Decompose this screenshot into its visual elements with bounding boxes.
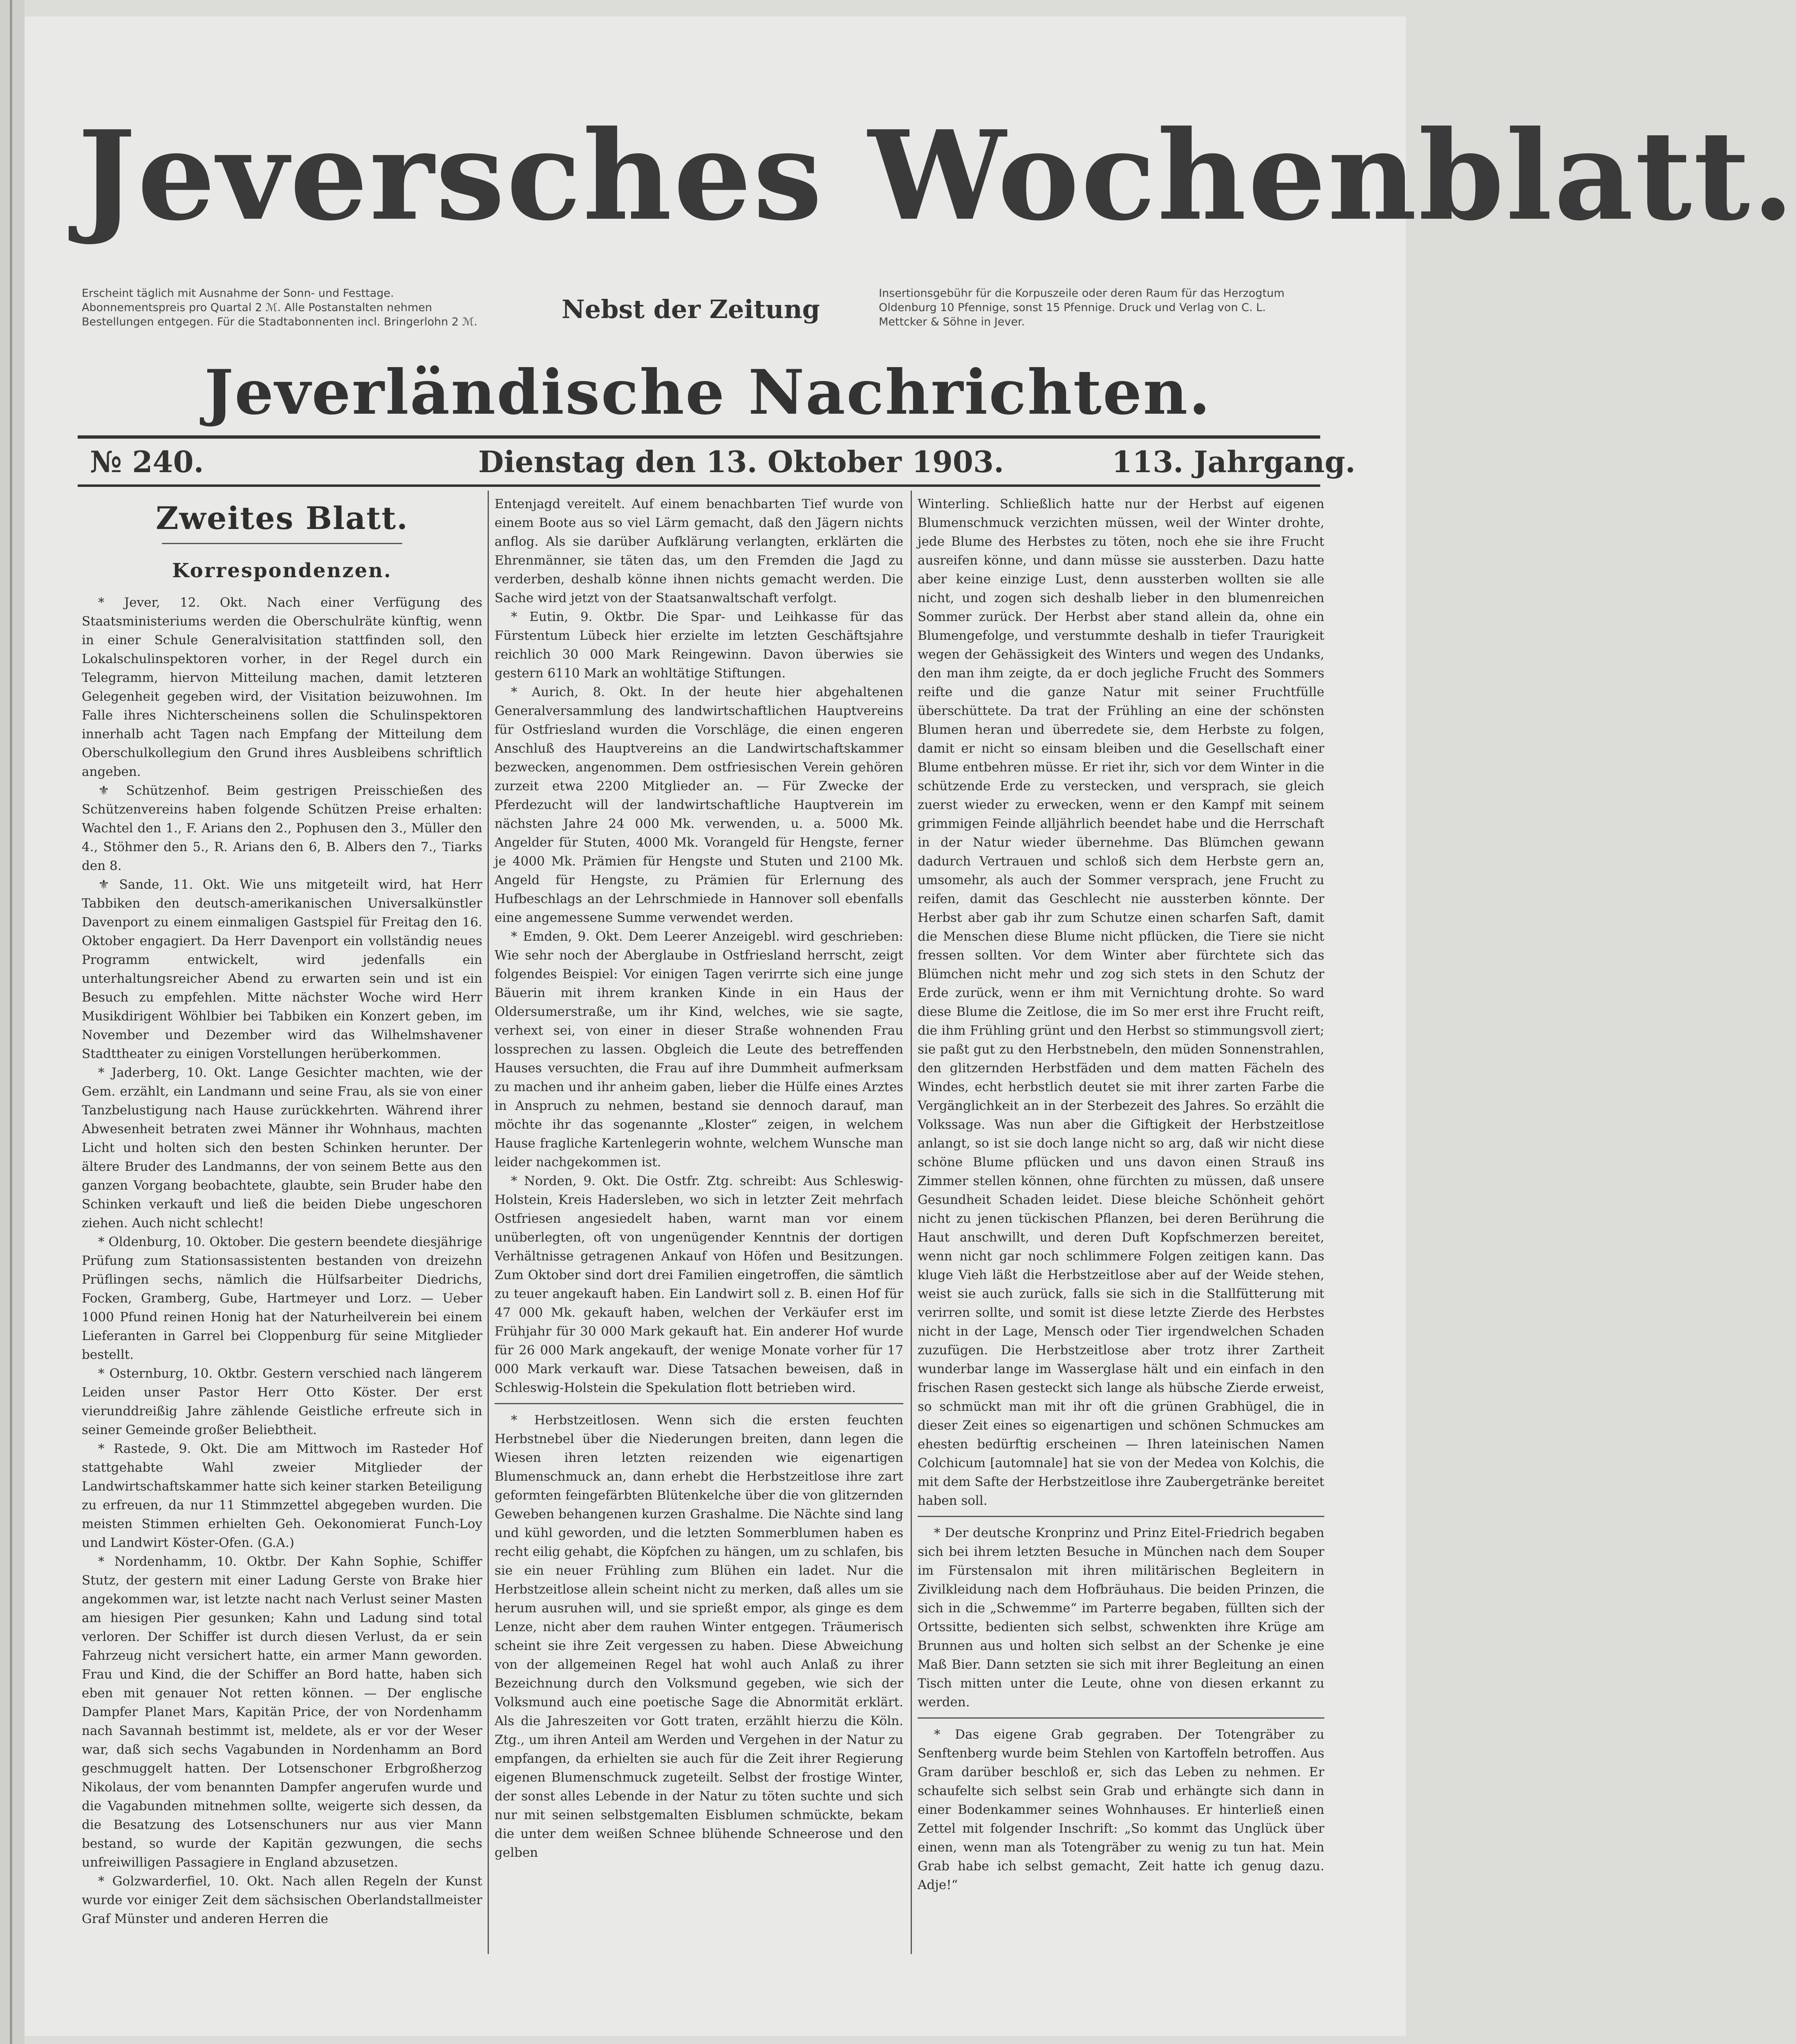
article-osternburg: * Osternburg, 10. Oktbr. Gestern verschied nach längerem Leiden unser Pastor Herr Otto Köster. Der erst vierunddreißig Jahre zählende Geistliche erfreute sich in seiner Gemeinde großer Beliebtheit. xyxy=(82,1366,482,1437)
zweites-blatt-heading: Zweites Blatt. xyxy=(156,500,408,536)
article-herbstzeitlosen-continued: Winterling. Schließlich hatte nur der Herbst auf eigenen Blumenschmuck verzichten müssen, weil der Winter drohte, jede Blume des Herbstes zu töten, noch ehe sie ihre Frucht ausreifen könne, und dann müsse sie aussterben. Dazu hatte aber keine einzige Lust, denn aussterben wollten sie alle nicht, und zogen sich deshalb lieber in den blumenreichen Sommer zurück. Der Herbst aber stand allein da, ohne ein Blumengefolge, und verstummte deshalb in tiefer Traurigkeit wegen der Gehässigkeit des Winters und wegen des Undanks, den man ihm zeigte, da er doch jegliche Frucht des Sommers reifte und die ganze Natur mit seiner Fruchtfülle überschüttete. Da trat der Frühling an eine der schönsten Blumen heran und überredete sie, dem Herbste zu folgen, damit er nicht so einsam bleiben und die Gesellschaft einer Blume entbehren müsse. Er riet ihr, sich vor dem Winter in die schützende Erde zu verstecken, und versprach, sie gleich zuerst wieder zu erwecken, wenn er den Kampf mit seinem grimmigen Feinde alljährlich beendet habe und die Herrschaft in der Natur wieder übernehme. Das Blümchen gewann dadurch Vertrauen und schloß sich dem Herbste gern an, umsomehr, als auch der Sommer versprach, jene Frucht zu reifen, damit das Geschlecht nie aussterben könnte. Der Herbst aber gab ihr zum Schutze einen scharfen Saft, damit die Menschen diese Blume nicht pflücken, die Tiere sie nicht fressen sollten. Vor dem Winter aber fürchtete sich das Blümchen nicht mehr und zog sich stets in den Schutz der Erde zurück, wenn er ihm mit Vernichtung drohte. So ward diese Blume die Zeitlose, die im So mer erst ihre Frucht reift, die ihm Frühling grünt und den Herbst so stimmungsvoll ziert; sie paßt gut zu den Herbstnebeln, den müden Sonnenstrahlen, den glitzernden Herbstfäden und dem matten Fächeln des Windes, echt herbstlich deutet sie mit ihrer zarten Farbe die Vergänglichkeit an in der Sterbezeit des Jahres. So erzählt die Volkssage. Was nun aber die Giftigkeit der Herbstzeitlose anlangt, so ist sie doch lange nicht so arg, daß wir nicht diese schöne Blume pflücken und uns davon einen Strauß ins Zimmer stellen können, ohne fürchten zu müssen, daß unsere Gesundheit Schaden leidet. Diese bleiche Schönheit gehört nicht zu jenen tückischen Pflanzen, bei deren Berührung die Haut anschwillt, und deren Duft Kopfschmerzen bereitet, wenn nicht gar noch schlimmere Folgen zeitigen kann. Das kluge Vieh läßt die Herbstzeitlose aber auf der Weide stehen, weist sie auch zurück, falls sie sich in die Stallfütterung mit verirren sollte, und somit ist diese letzte Zierde des Herbstes nicht in der Lage, Mensch oder Tier irgendwelchen Schaden zuzufügen. Die Herbstzeitlose aber trotz ihrer Zartheit wunderbar lange im Wasserglase hält und ein einfach in den frischen Rasen gesteckt sich lange als hübsche Zierde erweist, so schmückt man mit ihr oft die grünen Grabhügel, die in dieser Zeit eines so eigenartigen und schönen Schmuckes am ehesten bedürftig erscheinen — Ihren lateinischen Namen Colchicum [automnale] hat sie von der Medea von Kolchis, die mit dem Safte der Herbstzeitlose ihre Zaubergetränke bereitet haben soll. xyxy=(918,497,1324,1508)
section-divider xyxy=(918,1717,1324,1719)
issue-number: № 240. xyxy=(90,444,204,479)
subscription-info: Erscheint täglich mit Ausnahme der Sonn- und Festtage. Abonnementspreis pro Quartal 2 ℳ. Alle Postanstalten nehmen Bestellungen entgegen. Für die Stadtabonnenten incl. Bringerlohn 2 ℳ. xyxy=(82,287,478,328)
column-2 xyxy=(495,495,903,2019)
article-kronprinz: * Der deutsche Kronprinz und Prinz Eitel-Friedrich begaben sich bei ihrem letzten Besuche in München nach dem Souper im Fürstensalon mit ihren militärischen Begleitern in Zivilkleidung nach dem Hofbräuhaus. Die beiden Prinzen, die sich in die „Schwemme“ im Parterre begaben, füllten sich der Ortssitte, bedienten sich selbst, schwenkten ihre Krüge am Brunnen aus und holten sich selbst an der Schenke je eine Maß Bier. Dann setzten sie sich mit ihrer Begleitung an einen Tisch mitten unter die Leute, ohne von diesen erkannt zu werden. xyxy=(918,1526,1324,1710)
article-eutin: * Eutin, 9. Oktbr. Die Spar- und Leihkasse für das Fürstentum Lübeck hier erzielte im letzten Geschäftsjahre reichlich 30 000 Mark Reingewinn. Davon überwies sie gestern 6110 Mark an wohltätige Stiftungen. xyxy=(495,610,903,681)
volume-year: 113. Jahrgang. xyxy=(1112,444,1356,479)
masthead-title: Jeversches Wochenblatt. xyxy=(78,103,1796,248)
article-aurich: * Aurich, 8. Okt. In der heute hier abgehaltenen Generalversammlung des landwirtschaftlichen Hauptvereins für Ostfriesland wurden die Vorschläge, die einen engeren Anschluß des Hauptvereins an die Landwirtschaftskammer bezwecken, angenommen. Dem ostfriesischen Verein gehören zurzeit etwa 2200 Mitglieder an. — Für Zwecke der Pferdezucht will der landwirtschaftliche Hauptverein im nächsten Jahre 24 000 Mk. verwenden, u. a. 5000 Mk. Angelder für Stuten, 4000 Mk. Vorangeld für Hengste, ferner je 4000 Mk. Prämien für Hengste und Stuten und 2100 Mk. Angeld für Hengste, zu Prämien für Erlernung des Hufbeschlags an der Lehrschmiede in Hannover soll ebenfalls eine angemessene Summe verwendet werden. xyxy=(495,685,903,925)
article-jaderberg: * Jaderberg, 10. Okt. Lange Gesichter machten, wie der Gem. erzählt, ein Landmann und seine Frau, als sie von einer Tanzbelustigung nach Hause zurückkehrten. Während ihrer Abwesenheit betraten zwei Männer ihr Wohnhaus, machten Licht und holten sich den besten Schinken herunter. Der ältere Bruder des Landmanns, der von seinem Bette aus den ganzen Vorgang beobachtete, glaubte, sein Bruder habe den Schinken verkauft und ließ die beiden Diebe ungeschoren ziehen. Auch nicht schlecht! xyxy=(82,1065,482,1230)
page-gutter xyxy=(0,0,25,2044)
masthead-subtitle: Jeverländische Nachrichten. xyxy=(204,356,1212,428)
section-divider xyxy=(918,1516,1324,1517)
article-jever: * Jever, 12. Okt. Nach einer Verfügung des Staatsministeriums werden die Oberschulräte künftig, wenn in einer Schule Generalvisitation stattfinden soll, den Lokalschulinspektoren vorher, in der Regel durch ein Telegramm, hiervon Mitteilung machen, damit letzteren Gelegenheit gegeben wird, der Visitation beizuwohnen. Im Falle ihres Nichterscheinens sollen die Schulinspektoren innerhalb acht Tagen nach Empfang der Mitteilung dem Oberschulkollegium den Grund ihres Ausbleibens schriftlich angeben. xyxy=(82,595,482,779)
column-divider xyxy=(488,491,489,1954)
article-emden: * Emden, 9. Okt. Dem Leerer Anzeigebl. wird geschrieben: Wie sehr noch der Aberglaube in Ostfriesland herrscht, zeigt folgendes Beispiel: Vor einigen Tagen verirrte sich eine junge Bäuerin mit ihrem kranken Kinde in ein Haus der Oldersumerstraße, um ihr Kind, welches, wie sie sagte, verhext sei, von einer in dieser Straße wohnenden Frau lossprechen zu lassen. Obgleich die Leute des betreffenden Hauses versuchten, die Frau auf ihre Dummheit aufmerksam zu machen und ihr anheim gaben, lieber die Hülfe eines Arztes in Anspruch zu nehmen, bestand sie dennoch darauf, man möchte ihr das sogenannte „Kloster“ zeigen, in welchem Hause fragliche Kartenlegerin wohnte, welchem Wunsche man leider nachgekommen ist. xyxy=(495,929,903,1170)
bottom-rule xyxy=(78,484,1320,487)
dateline xyxy=(82,444,1356,480)
article-golzwarderfiel: * Golzwarderfiel, 10. Okt. Nach allen Regeln der Kunst wurde vor einiger Zeit dem sächsischen Oberlandstallmeister Graf Münster und anderen Herren die xyxy=(82,1874,482,1926)
article-oldenburg: * Oldenburg, 10. Oktober. Die gestern beendete diesjährige Prüfung zum Stationsassistenten bestanden von dreizehn Prüflingen sechs, nämlich die Hülfsarbeiter Diedrichs, Focken, Gramberg, Gube, Hartmeyer und Lorz. — Ueber 1000 Pfund reinen Honig hat der Naturheilverein bei einem Lieferanten in Garrel bei Cloppenburg für seine Mitglieder bestellt. xyxy=(82,1235,482,1362)
article-eigenes-grab: * Das eigene Grab gegraben. Der Totengräber zu Senftenberg wurde beim Stehlen von Kartoffeln betroffen. Aus Gram darüber beschloß er, sich das Leben zu nehmen. Er schaufelte sich selbst sein Grab und erhängte sich dann in einer Bodenkammer seines Wohnhauses. Er hinterließ einen Zettel mit folgender Inschrift: „So kommt das Unglück über einen, wenn man als Totengräber zu wenig zu tun hat. Mein Grab habe ich selbst gemacht, Zeit hatte ich genug dazu. Adje!“ xyxy=(918,1727,1324,1892)
article-sande: ⚜ Sande, 11. Okt. Wie uns mitgeteilt wird, hat Herr Tabbiken den deutsch-amerikanischen Universalkünstler Davenport zu einem einmaligen Gastspiel für Freitag den 16. Oktober engagiert. Da Herr Davenport ein vollständig neues Programm entwickelt, wird jedenfalls ein unterhaltungsreicher Abend zu erwarten sein und ist ein Besuch zu empfehlen. Mitte nächster Woche wird Herr Musikdirigent Wöhlbier bei Tabbiken ein Konzert geben, im November und Dezember wird das Wilhelmshavener Stadttheater zu einigen Vorstellungen herüberkommen. xyxy=(82,877,482,1061)
section-divider xyxy=(495,1403,903,1404)
article-schuetzenhof: ⚜ Schützenhof. Beim gestrigen Preisschießen des Schützenvereins haben folgende Schützen Preise erhalten: Wachtel den 1., F. Arians den 2., Pophusen den 3., Müller den 4., Stöhmer den 5., R. Arians den 6, B. Albers den 7., Tiarks den 8. xyxy=(82,783,482,873)
binding-edge xyxy=(10,0,12,2044)
article-rastede: * Rastede, 9. Okt. Die am Mittwoch im Rasteder Hof stattgehabte Wahl zweier Mitglieder der Landwirtschaftskammer hatte sich keiner starken Beteiligung zu erfreuen, da nur 11 Stimmzettel abgegeben wurden. Die meisten Stimmen erhielten Geh. Oekonomierat Funch-Loy und Landwirt Köster-Ofen. (G.A.) xyxy=(82,1441,482,1550)
insertion-info: Insertionsgebühr für die Korpuszeile oder deren Raum für das Herzogtum Oldenburg 10 Pfennige, sonst 15 Pfennige. Druck und Verlag von C. L. Mettcker & Söhne in Jever. xyxy=(879,287,1285,328)
column-divider xyxy=(911,491,912,1954)
article-continuation: Entenjagd vereitelt. Auf einem benachbarten Tief wurde von einem Boote aus so viel Lärm gemacht, daß den Jägern nichts anflog. Als sie darüber Aufklärung verlangten, erklärten die Ehrenmänner, sie täten das, um den Fremden die Jagd zu verderben, deshalb könne ihnen nichts gemacht werden. Die Sache wird jetzt von der Staatsanwaltschaft verfolgt. xyxy=(495,497,903,605)
top-rule xyxy=(78,435,1320,439)
issue-date: Dienstag den 13. Oktober 1903. xyxy=(478,444,1004,479)
article-norden: * Norden, 9. Okt. Die Ostfr. Ztg. schreibt: Aus Schleswig-Holstein, Kreis Hadersleben, wo sich in letzter Zeit mehrfach Ostfriesen angesiedelt haben, warnt man vor einem unüberlegten, oft von ungenügender Kenntnis der dortigen Verhältnisse getragenen Ankauf von Höfen und Besitzungen. Zum Oktober sind dort drei Familien eingetroffen, die sämtlich zu teuer angekauft haben. Ein Landwirt soll z. B. einen Hof für 47 000 Mk. gekauft haben, welchen der Verkäufer erst im Frühjahr für 30 000 Mark gekauft hat. Ein anderer Hof wurde für 26 000 Mark angekauft, der wenige Monate vorher für 17 000 Mark verkauft war. Diese Tatsachen beweisen, daß in Schleswig-Holstein die Spekulation flott betrieben wird. xyxy=(495,1174,903,1395)
article-herbstzeitlosen: * Herbstzeitlosen. Wenn sich die ersten feuchten Herbstnebel über die Niederungen breiten, dann legen die Wiesen ihren letzten reizenden wie eigenartigen Blumenschmuck an, dann erhebt die Herbstzeitlose ihre zart geformten feingefärbten Blütenkelche über die von glitzernden Geweben behangenen kurzen Grashalme. Die Nächte sind lang und kühl geworden, und die letzten Sommerblumen haben es recht eilig gehabt, die Köpfchen zu hängen, um zu schlafen, bis sie ein neuer Frühling zum Blühen ein ladet. Nur die Herbstzeitlose allein scheint nicht zu merken, daß alles um sie herum ausruhen will, und sie sprießt empor, als ginge es dem Lenze, nicht aber dem rauhen Winter entgegen. Träumerisch scheint sie ihre Zeit vergessen zu haben. Diese Abweichung von der allgemeinen Regel hat wohl auch Anlaß zu ihrer Bezeichnung durch den Volksmund gegeben, wie sich der Volksmund auch eine poetische Sage die Abnormität erklärt. Als die Jahreszeiten vor Gott traten, erzählt hierzu die Köln. Ztg., um ihren Anteil am Werden und Vergehen in der Natur zu empfangen, da erhielten sie auch für die Zeit ihrer Regierung eigenen Blumenschmuck zugeteilt. Selbst der frostige Winter, der sonst alles Lebende in der Natur zu töten suchte und sich nur mit seinen selbstgemalten Eisblumen schmückte, bekam die unter dem weißen Schnee blühende Schneerose und den gelben xyxy=(495,1413,903,1860)
nebst-der-zeitung: Nebst der Zeitung xyxy=(561,294,820,324)
column-3 xyxy=(918,495,1324,2019)
heading-rule xyxy=(162,543,402,544)
article-nordenhamm: * Nordenhamm, 10. Oktbr. Der Kahn Sophie, Schiffer Stutz, der gestern mit einer Ladung Gerste von Brake hier angekommen war, ist letzte nacht nach Verlust seiner Masten am hiesigen Pier gesunken; Kahn und Ladung sind total verloren. Der Schiffer ist durch diesen Verlust, da er sein Fahrzeug nicht versichert hatte, ein armer Mann geworden. Frau und Kind, die der Schiffer an Bord hatte, haben sich eben mit genauer Not retten können. — Der englische Dampfer Planet Mars, Kapitän Price, der von Nordenhamm nach Savannah bestimmt ist, meldete, als er vor der Weser war, daß sich sechs Vagabunden in Nordenhamm an Bord geschmuggelt hatten. Der Lotsenschoner Erbgroßherzog Nikolaus, der vom benannten Dampfer angerufen wurde und die Vagabunden mitnehmen sollte, weigerte sich dessen, da die Besatzung des Lotsenschuners nur aus vier Mann bestand, so wurde der Kapitän gezwungen, die sechs unfreiwilligen Passagiere in England abzusetzen. xyxy=(82,1554,482,1870)
section-heading: Korrespondenzen. xyxy=(172,559,392,582)
column-1 xyxy=(82,495,482,2019)
